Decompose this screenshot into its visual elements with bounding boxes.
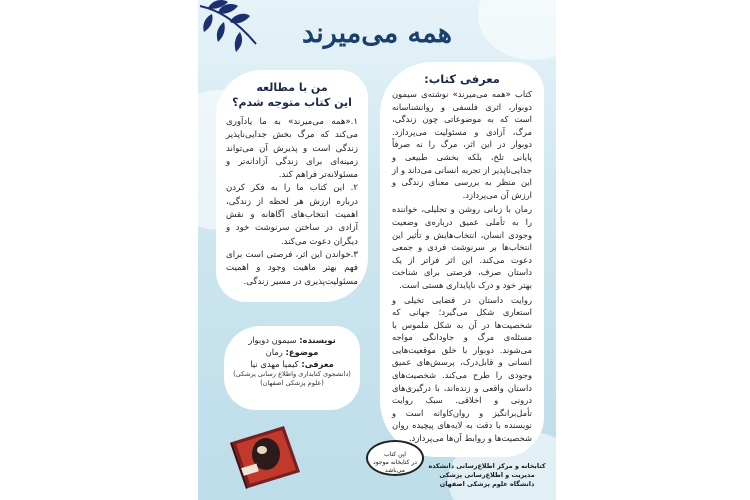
takeaway-point: ۳.خواندن این اثر، فرصتی است برای فهم بهتر ماهیت وجود و اهمیت مسئولیت‌پذیری در مسیر زندگی. <box>226 249 358 287</box>
book-cover-image <box>226 420 306 490</box>
book-intro-paragraph: رمان با زبانی روشن و تحلیلی، خواننده را به تأملی عمیق درباره‌ی وضعیت وجودی انسان، انتخاب‌هایش و تأثیر این انتخاب‌ها بر سرنوشت فردی و جمعی دعوت می‌کند. این اثر فراتر از یک داستان صرف، فرصتی برای شناخت بهتر خود و درک ناپایداری هستی است. <box>392 204 532 290</box>
book-poster <box>198 0 556 500</box>
book-intro-card <box>380 62 544 457</box>
book-info-card <box>224 326 360 410</box>
takeaway-point: ۱.«همه می‌میرند» به ما یادآوری می‌کند که مرگ بخش جدایی‌ناپذیر زندگی است و پذیرش آن می‌تواند زمینه‌ای برای زندگی آزادانه‌تر و مسئولانه‌تر فراهم کند. <box>226 117 358 181</box>
author-label: نویسنده: <box>299 335 336 345</box>
introducer-label: معرفی: <box>301 359 334 369</box>
topic-row <box>232 346 352 358</box>
author-row <box>232 334 352 346</box>
book-intro-heading: معرفی کتاب: <box>424 72 500 86</box>
affiliation-line: (علوم پزشکی اصفهان) <box>260 379 324 387</box>
bubble-line: این کتاب <box>384 451 406 458</box>
book-intro-paragraph: روایت داستان در فضایی تخیلی و استعاری شکل می‌گیرد؛ جهانی که شخصیت‌ها در آن به شکل ملموس با مسئله‌ی مرگ و جاودانگی مواجه می‌شوند. دوبوار با خلق موقعیت‌هایی انسانی و قابل‌درک، پرسش‌های عمیق وجودی را طرح می‌کند. شخصیت‌های داستان واقعی و زنده‌اند، با درگیری‌های درونی و اخلاقی. سبک روایت تأمل‌برانگیز و روان‌کاوانه است و نویسنده با دقت به لایه‌های پیچیده روان شخصیت‌ها و روابط آن‌ها می‌پردازد. <box>392 294 532 444</box>
introducer-value: کیمیا مهدی نیا <box>250 359 299 369</box>
footer-line: کتابخانه و مرکز اطلاع‌رسانی دانشکده مدیریت و اطلاع‌رسانی پزشکی <box>428 462 546 479</box>
takeaways-heading-2: این کتاب متوجه شدم؟ <box>232 96 352 109</box>
takeaway-point: ۲. این کتاب ما را به فکر کردن درباره ارزش هر لحظه از زندگی، اهمیت انتخاب‌های آگاهانه و نقش آزادی در ساختن سرنوشت خود و دیگران دعوت می‌کند. <box>226 183 358 247</box>
footer-line: دانشگاه علوم پزشکی اصفهان <box>439 480 535 488</box>
takeaways-heading-1: من با مطالعه <box>256 81 328 94</box>
library-footer <box>424 462 550 489</box>
takeaways-card <box>216 70 368 302</box>
introducer-row <box>232 358 352 370</box>
topic-label: موضوع: <box>285 347 319 357</box>
affiliation-line: (دانشجوی کتابداری واطلاع رسانی پزشکی) <box>233 370 351 378</box>
topic-value: رمان <box>265 347 283 357</box>
author-value: سیمون دوبوار <box>248 335 297 345</box>
poster-title: همه می‌میرند <box>302 18 452 49</box>
availability-bubble <box>366 440 424 476</box>
book-intro-paragraph: کتاب «همه می‌میرند» نوشته‌ی سیمون دوبوار، اثری فلسفی و روانشناسانه است که به موضوعاتی چون زندگی، مرگ، آزادی و مسئولیت می‌پردازد. دوبوار در این اثر، مرگ را نه صرفاً پایانی تلخ، بلکه بخشی طبیعی و جدایی‌ناپذیر از تجربه انسانی می‌داند و از این منظر به بررسی معنای زندگی و ارزش آن می‌پردازد. <box>392 89 532 200</box>
bubble-line: در کتابخانه موجود می‌باشد <box>373 459 417 474</box>
